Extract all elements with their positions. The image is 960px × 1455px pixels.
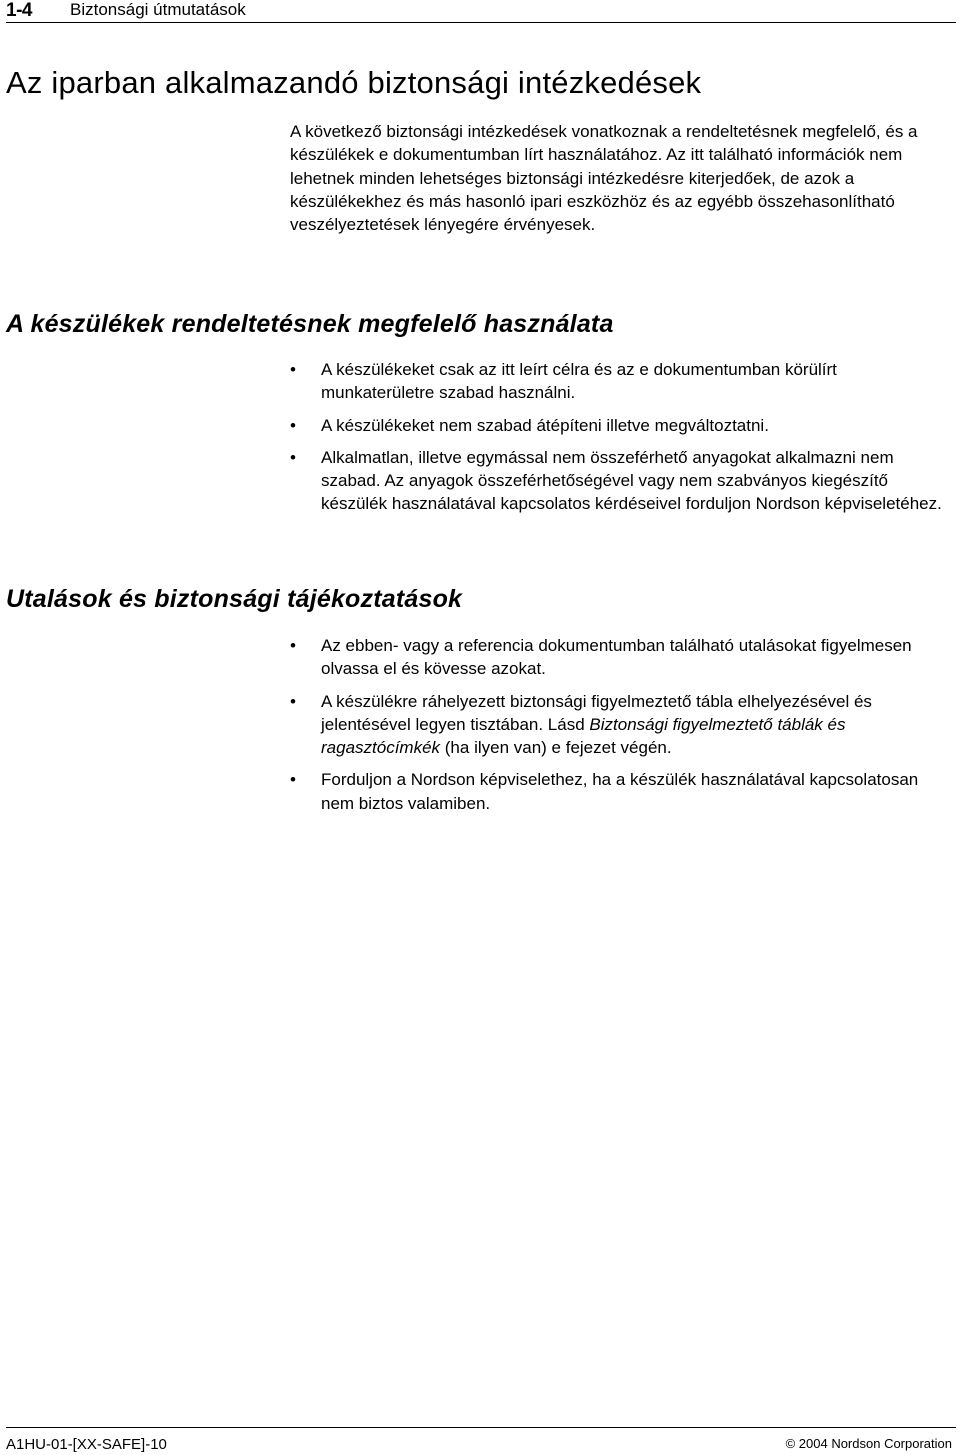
list-item — [290, 446, 950, 516]
list-item — [290, 358, 950, 405]
cross-reference: Biztonsági figyelmeztető táblák és ragasztócímkék — [321, 714, 846, 758]
page-number: 1-4 — [6, 0, 32, 21]
list-item-text: A készülékeket csak az itt leírt célra és az e dokumentumban körülírt munkaterületre szabad használni. — [321, 360, 837, 403]
page-title: Az iparban alkalmazandó biztonsági intézkedések — [6, 65, 702, 100]
section-heading-intended-use: A készülékek rendeltetésnek megfelelő használata — [6, 310, 614, 338]
list-item — [290, 768, 950, 815]
bullet-icon: • — [290, 415, 296, 435]
list-item-text — [321, 692, 872, 758]
bullet-icon: • — [290, 447, 296, 467]
copyright-notice: © 2004 Nordson Corporation — [785, 1436, 952, 1451]
list-item-text: Forduljon a Nordson képviselethez, ha a készülék használatával kapcsolatosan nem biztos valamiben. — [321, 770, 919, 813]
running-title: Biztonsági útmutatások — [70, 0, 246, 19]
list-item-text-part: A készülékre ráhelyezett biztonsági figyelmeztető tábla elhelyezésével és jelentésével legyen tisztában. Lásd — [321, 691, 872, 734]
safety-notes-list — [290, 634, 950, 824]
list-item-text: Alkalmatlan, illetve egymással nem összeférhető anyagokat alkalmazni nem szabad. Az anyagok összeférhetőségével vagy nem szabványos kiegészítő készülék használatával kapcsolatos kérdéseivel forduljon Nordson képviseletéhez. — [321, 447, 942, 514]
bullet-icon: • — [290, 360, 296, 379]
document-code: A1HU-01-[XX-SAFE]-10 — [6, 1436, 167, 1453]
header-divider — [6, 22, 956, 23]
list-item-text: A készülékeket nem szabad átépíteni illetve megváltoztatni. — [321, 415, 769, 435]
footer-divider — [6, 1427, 956, 1428]
list-item — [290, 414, 950, 437]
intended-use-list — [290, 358, 950, 525]
list-item — [290, 690, 950, 760]
bullet-icon: • — [290, 770, 296, 790]
list-item-text: Az ebben- vagy a referencia dokumentumban található utalásokat figyelmesen olvassa el és kövesse azokat. — [321, 636, 912, 679]
bullet-icon: • — [290, 636, 296, 655]
page-header — [6, 0, 956, 22]
list-item — [290, 634, 950, 681]
section-heading-safety-notes: Utalások és biztonsági tájékoztatások — [6, 585, 463, 613]
bullet-icon: • — [290, 691, 296, 711]
intro-paragraph: A következő biztonsági intézkedések vonatkoznak a rendeltetésnek megfelelő, és a készülékek e dokumentumban lírt használatához. Az itt található információk nem lehetnek minden lehetséges biztonsági intézkedésre kiterjedőek, de azok a készülékekhez és más hasonló ipari eszközhöz és az egyébb összehasonlítható veszélyeztetések lényegére érvényesek. — [290, 122, 918, 235]
list-item-text-part: (ha ilyen van) e fejezet végén. — [440, 738, 672, 758]
